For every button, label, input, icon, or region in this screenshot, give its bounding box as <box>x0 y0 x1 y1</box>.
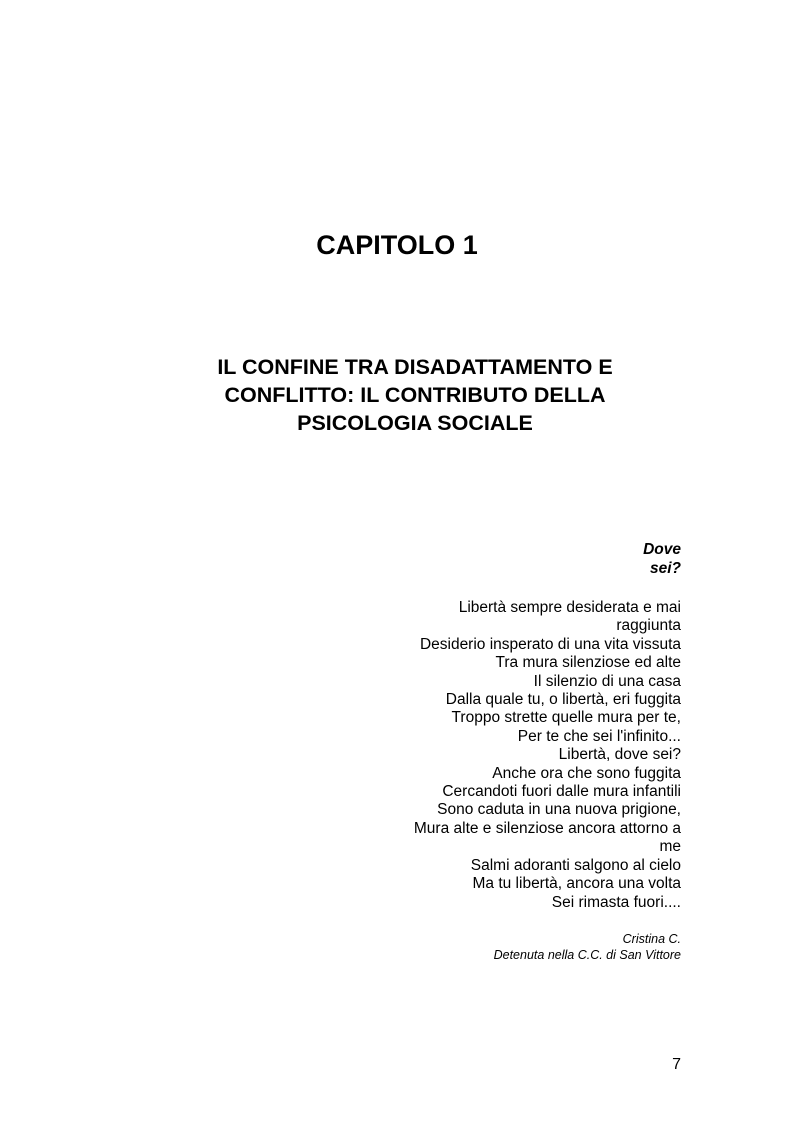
poem-line: Libertà, dove sei? <box>558 746 681 764</box>
chapter-title <box>0 353 794 437</box>
poem-line: Per te che sei l'infinito... <box>517 727 681 745</box>
poem-author-note: Detenuta nella C.C. di San Vittore <box>493 947 681 962</box>
poem-line: me <box>659 838 681 856</box>
poem-line: Desiderio insperato di una vita vissuta <box>419 635 681 653</box>
poem-line: Cercandoti fuori dalle mura infantili <box>442 783 681 801</box>
poem-title <box>381 540 681 578</box>
poem-title-line: sei? <box>649 560 681 577</box>
poem-line: Mura alte e silenziose ancora attorno a <box>413 819 681 837</box>
poem-line: Troppo strette quelle mura per te, <box>451 709 681 727</box>
poem-line: Ma tu libertà, ancora una volta <box>472 875 681 893</box>
poem-line: Il silenzio di una casa <box>533 672 681 690</box>
poem-line: Sei rimasta fuori.... <box>551 893 681 911</box>
chapter-heading: CAPITOLO 1 <box>316 230 478 260</box>
chapter-title-line: PSICOLOGIA SOCIALE <box>297 411 533 435</box>
poem-author: Cristina C. <box>622 931 681 946</box>
epigraph-poem <box>381 540 681 963</box>
chapter-title-line: CONFLITTO: IL CONTRIBUTO DELLA <box>224 383 606 407</box>
chapter-title-line: IL CONFINE TRA DISADATTAMENTO E <box>217 355 613 379</box>
poem-title-line: Dove <box>643 541 681 558</box>
page-number: 7 <box>672 1056 681 1073</box>
poem-line: Tra mura silenziose ed alte <box>495 654 681 672</box>
poem-line: raggiunta <box>616 617 681 635</box>
poem-line: Salmi adoranti salgono al cielo <box>470 856 681 874</box>
poem-line: Dalla quale tu, o libertà, eri fuggita <box>445 691 681 709</box>
poem-line: Anche ora che sono fuggita <box>492 764 681 782</box>
poem-verses <box>381 599 681 912</box>
poem-signature <box>381 931 681 963</box>
poem-line: Libertà sempre desiderata e mai <box>458 599 681 616</box>
poem-line: Sono caduta in una nuova prigione, <box>437 801 681 819</box>
